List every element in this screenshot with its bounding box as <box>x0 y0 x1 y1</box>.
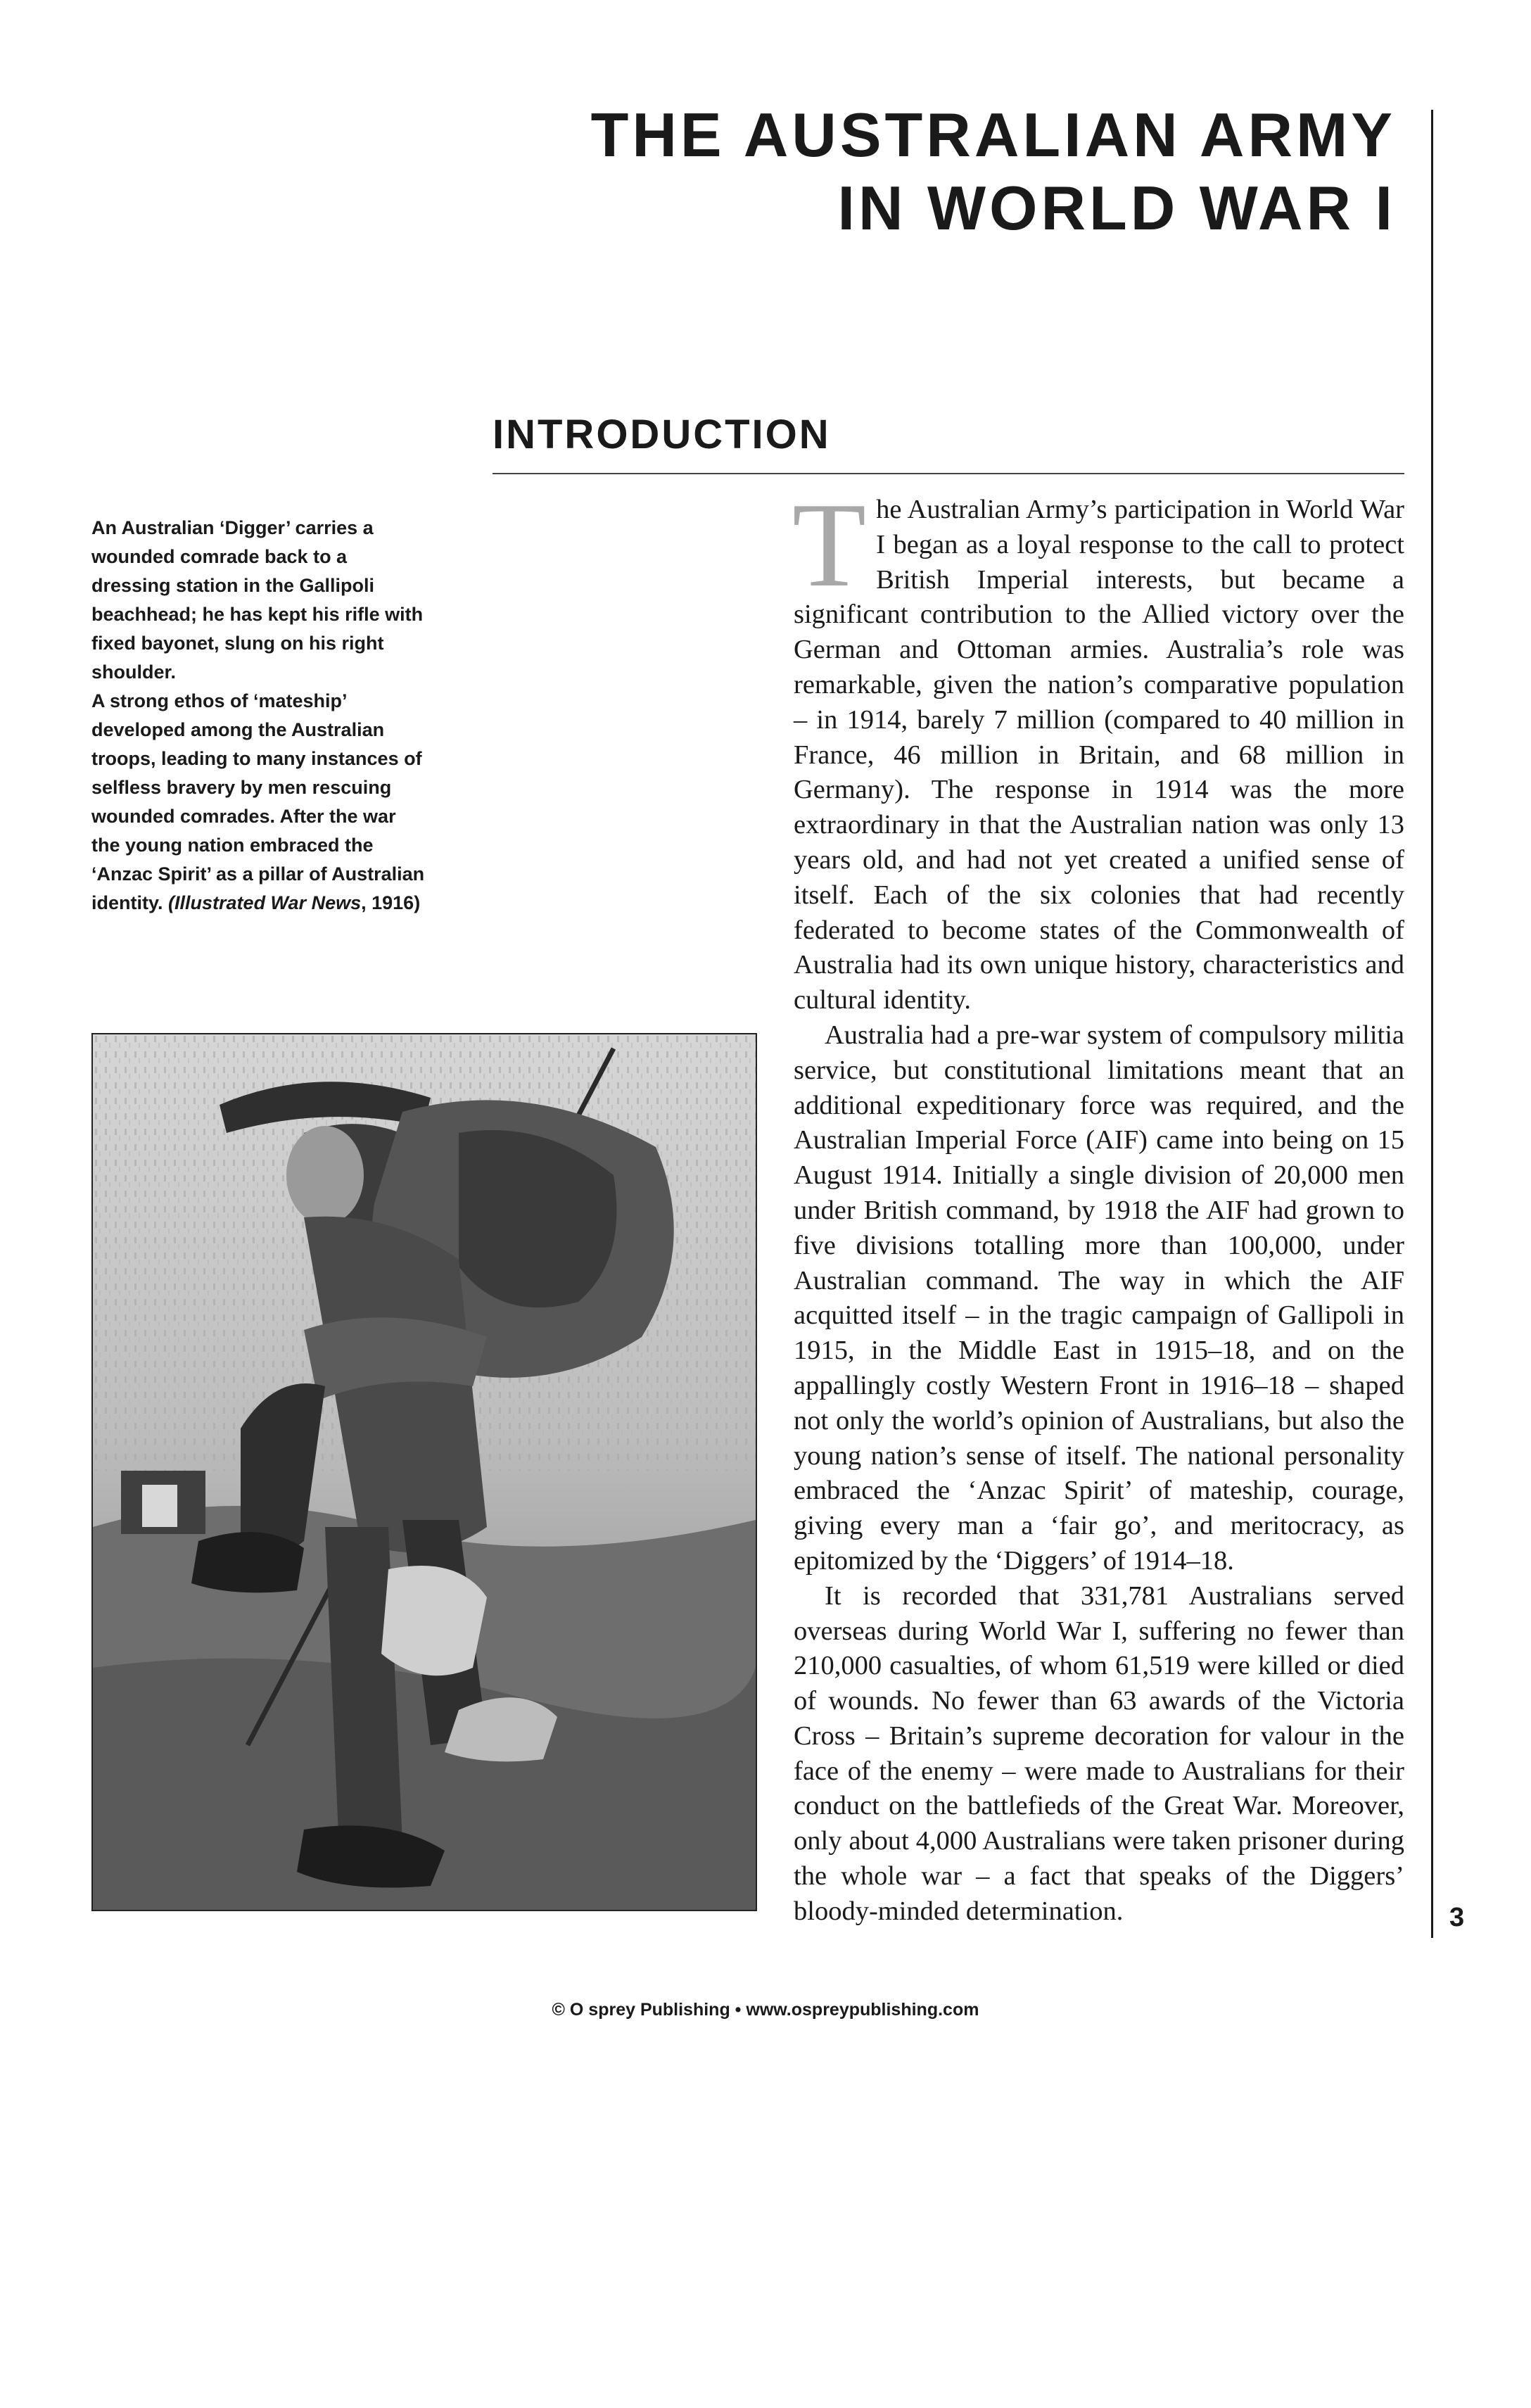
footer-website-link[interactable]: www.ospreypublishing.com <box>746 2000 979 2020</box>
paragraph-2: Australia had a pre-war system of compulsory militia service, but constitutional limitations meant that an additional expeditionary force was required, and the Australian Imperial Force (AIF) came into being on 15 August 1914. Initially a single division of 20,000 men under British command, by 1918 the AIF had grown to five divisions totalling more than 100,000, under Australian command. The way in which the AIF acquitted itself – in the tragic campaign of Gallipoli in 1915, in the Middle East in 1915–18, and on the appallingly costly Western Front in 1916–18 – shaped not only the world’s opinion of Australians, but also the young nation’s sense of itself. The national personality embraced the ‘Anzac Spirit’ of mateship, courage, giving every man a ‘fair go’, and meritocracy, as epitomized by the ‘Diggers’ of 1914–18. <box>794 1020 1404 1576</box>
caption-text-second: A strong ethos of ‘mateship’ developed among the Australian troops, leading to many instances of selfless bravery by men rescuing wounded comrades. After the war the young nation embraced the ‘Anzac Spirit’ as a pillar of Australian identity. <box>91 690 425 913</box>
footer <box>0 2000 1531 2020</box>
footer-copyright: © O sprey Publishing <box>552 2000 730 2020</box>
caption-source-open: ( <box>168 892 175 913</box>
article-body <box>493 479 1404 2408</box>
footer-separator: • <box>735 2000 742 2020</box>
paragraph-1: he Australian Army’s participation in World War I began as a loyal response to the call to protect British Imperial interests, but became a significant contribution to the Allied victory over the German and Ottoman armies. Australia’s role was remarkable, given the nation’s comparative population – in 1914, barely 7 million (compared to 40 million in France, 46 million in Britain, and 68 million in Germany). The response in 1914 was the more extraordinary in that the Australian nation was only 13 years old, and had not yet created a unified sense of itself. Each of the six colonies that had recently federated to become states of the Commonwealth of Australia had its own unique history, characteristics and cultural identity. <box>794 495 1404 1015</box>
paragraph-3: It is recorded that 331,781 Australians served overseas during World War I, suffering no fewer than 210,000 casualties, of whom 61,519 were killed or died of wounds. No fewer than 63 awards of the Victoria Cross – Britain’s supreme decoration for valour in the face of the enemy – were made to Australians for their conduct on the battlefieds of the Great War. Moreover, only about 4,000 Australians were taken prisoner during the whole war – a fact that speaks of the Diggers’ bloody-minded determination. <box>794 1580 1404 1926</box>
chapter-title <box>341 99 1396 245</box>
caption-text-main: An Australian ‘Digger’ carries a wounded comrade back to a dressing station in the Gallipoli beachhead; he has kept his rifle with fixed bayonet, slung on his right shoulder. <box>91 517 424 683</box>
caption-source-close: , 1916) <box>361 892 421 913</box>
photo-wrap-spacer <box>493 994 794 2408</box>
section-divider <box>493 473 1404 474</box>
drop-cap: T <box>792 479 867 612</box>
section-heading: INTRODUCTION <box>493 412 831 457</box>
photo-caption <box>91 514 429 918</box>
caption-source-title: Illustrated War News <box>174 892 362 913</box>
margin-vertical-rule <box>1431 110 1433 1938</box>
page-number: 3 <box>1449 1903 1465 1932</box>
chapter-title-line-1: THE AUSTRALIAN ARMY <box>590 100 1396 170</box>
chapter-title-line-2: IN WORLD WAR I <box>837 173 1396 243</box>
